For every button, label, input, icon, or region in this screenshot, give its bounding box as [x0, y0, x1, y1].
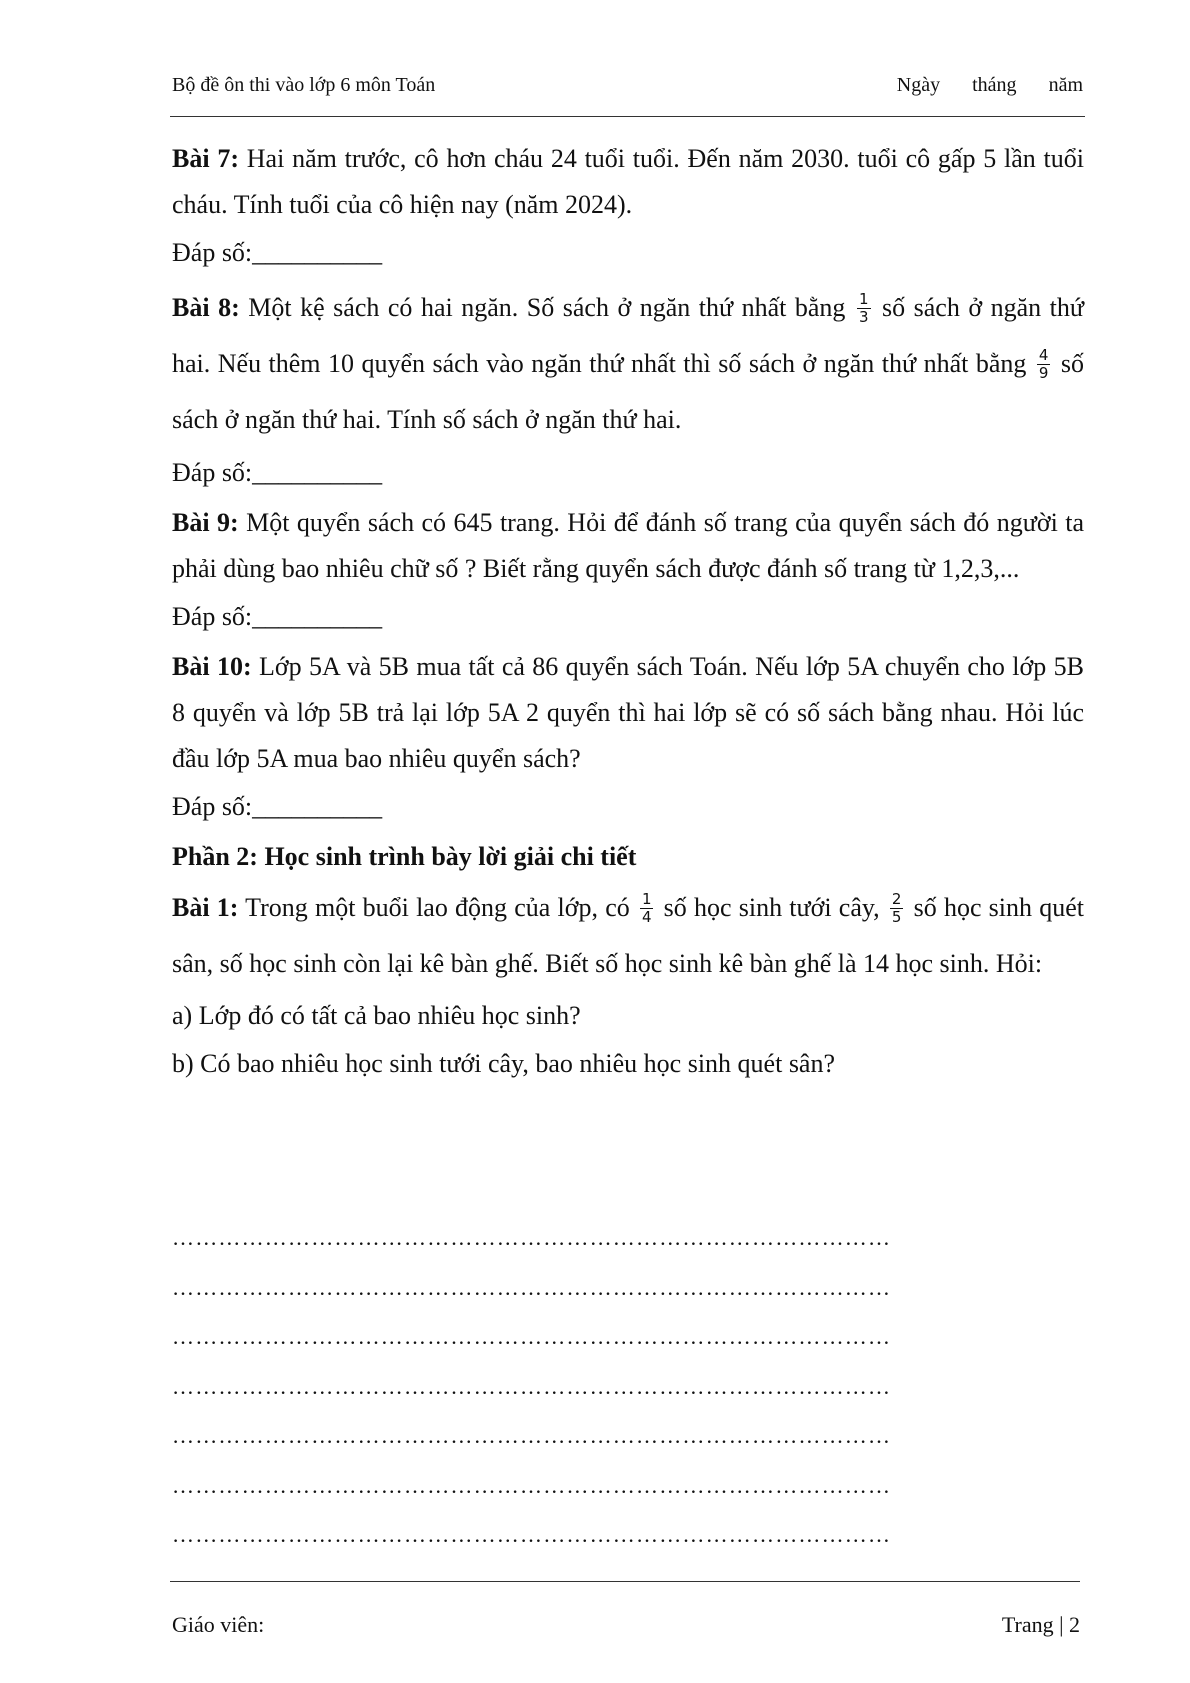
page-footer — [170, 1581, 1080, 1637]
problem-10-text: Lớp 5A và 5B mua tất cả 86 quyển sách Toán. Nếu lớp 5A chuyển cho lớp 5B 8 quyển và lớp 5B trả lại lớp 5A 2 quyển thì hai lớp sẽ có số sách bằng nhau. Hỏi lúc đầu lớp 5A mua bao nhiêu quyển sách? — [172, 652, 1084, 773]
page-header — [170, 70, 1085, 117]
header-title: Bộ đề ôn thi vào lớp 6 môn Toán — [172, 74, 436, 96]
dotted-line: ………………………………………………………………………………… — [172, 1373, 892, 1399]
problem-9-text: Một quyển sách có 645 trang. Hỏi để đánh số trang của quyển sách đó người ta phải dùng bao nhiêu chữ số ? Biết rằng quyển sách được đánh số trang từ 1,2,3,... — [172, 508, 1084, 583]
fraction-1-3: $\frac{1}{3}$ — [858, 289, 869, 326]
problem-8-label: Bài 8: — [172, 293, 240, 322]
fraction-1-4: $\frac{1}{4}$ — [641, 889, 652, 926]
dotted-line: ………………………………………………………………………………… — [172, 1423, 892, 1448]
problem-7-label: Bài 7: — [172, 144, 239, 173]
problem-10 — [172, 644, 1084, 782]
fraction-2-5: $\frac{2}{5}$ — [891, 889, 902, 926]
answer-writing-lines — [172, 1213, 1084, 1560]
part-2-title: Phần 2: Học sinh trình bày lời giải chi tiết — [172, 842, 637, 871]
problem-8-text-3: số sách ở ngăn thứ hai. Tính số sách ở ngăn thứ hai. — [172, 349, 1084, 434]
problem-9-label: Bài 9: — [172, 508, 239, 537]
problem-7-answer: Đáp số:__________ — [172, 238, 383, 267]
problem-8 — [172, 280, 1084, 448]
problem-7 — [172, 136, 1084, 228]
header-month: tháng — [972, 74, 1017, 96]
header-date — [865, 74, 1083, 97]
problem-9 — [172, 500, 1084, 592]
question-a: a) Lớp đó có tất cả bao nhiêu học sinh? — [172, 1001, 581, 1030]
fraction-4-9: $\frac{4}{9}$ — [1038, 345, 1049, 382]
footer-teacher: Giáo viên: — [172, 1612, 265, 1637]
part2-problem-1 — [172, 880, 1084, 992]
problem-9-answer: Đáp số:__________ — [172, 602, 383, 631]
part2-problem-1-label: Bài 1: — [172, 893, 239, 922]
problem-8-answer: Đáp số:__________ — [172, 458, 383, 487]
part2-problem-1-text-3: số học sinh quét sân, số học sinh còn lại kê bàn ghế. Biết số học sinh kê bàn ghế là 14 học sinh. Hỏi: — [172, 893, 1084, 978]
problem-8-text-1: Một kệ sách có hai ngăn. Số sách ở ngăn thứ nhất bằng — [239, 293, 854, 322]
dotted-line: ………………………………………………………………………………… — [172, 1472, 892, 1498]
problem-8-text-2: số sách ở ngăn thứ hai. Nếu thêm 10 quyển sách vào ngăn thứ nhất thì số sách ở ngăn thứ nhất bằng — [172, 293, 1084, 378]
part2-problem-1-text-1: Trong một buổi lao động của lớp, có — [238, 893, 637, 922]
header-day: Ngày — [896, 74, 941, 96]
dotted-line: ………………………………………………………………………………… — [172, 1225, 892, 1250]
page-content — [172, 136, 1084, 1088]
part2-problem-1-text-2: số học sinh tưới cây, — [656, 893, 887, 922]
dotted-line: ………………………………………………………………………………… — [172, 1274, 892, 1300]
header-year: năm — [1048, 74, 1083, 96]
problem-7-text: Hai năm trước, cô hơn cháu 24 tuổi tuổi. Đến năm 2030. tuổi cô gấp 5 lần tuổi cháu. Tính tuổi của cô hiện nay (năm 2024). — [172, 144, 1084, 219]
dotted-line: ………………………………………………………………………………… — [172, 1522, 892, 1547]
problem-10-label: Bài 10: — [172, 652, 252, 681]
dotted-line: ………………………………………………………………………………… — [172, 1324, 892, 1349]
question-b: b) Có bao nhiêu học sinh tưới cây, bao nhiêu học sinh quét sân? — [172, 1049, 836, 1078]
footer-page-number: Trang | 2 — [1001, 1612, 1080, 1637]
problem-10-answer: Đáp số:__________ — [172, 792, 383, 821]
